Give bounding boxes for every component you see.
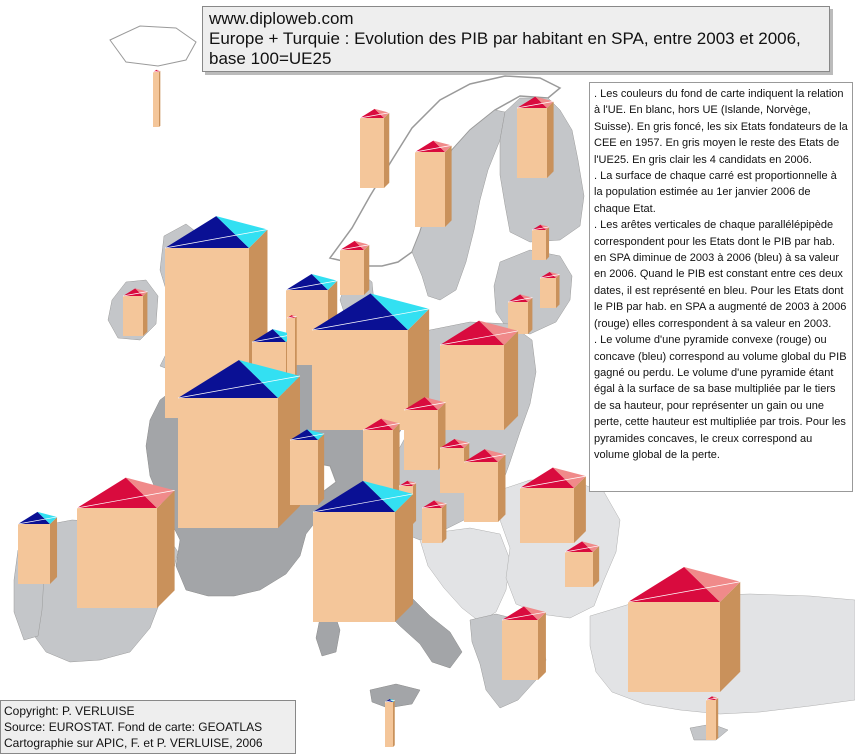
prism-side-estonie: [546, 227, 549, 260]
legend-paragraph-edges: . Les arêtes verticales de chaque parallélépipède correspondent pour les Etats dont le PIB par hab. en SPA diminue de 2003 à 2006 (bleu) à sa valeur en 2006. Quand le PIB est constant entre ces deux dates, il est représenté en bleu. Pour les Etats dont le PIB par hab. en SPA a augmenté de 2003 à 2006 (rouge) elles correspondent à sa valeur en 2003.: [594, 219, 847, 330]
title-box: [202, 6, 830, 72]
prism-front-croatie: [422, 508, 442, 543]
glyph-danemark: [340, 241, 369, 295]
prism-front-pologne: [440, 345, 504, 430]
glyph-croatie: [422, 500, 446, 543]
prism-side-hongrie: [498, 455, 505, 522]
prism-front-irlande: [123, 296, 143, 336]
credit-cartography: Cartographie sur APIC, F. et P. VERLUISE, 2006: [4, 736, 263, 750]
prism-front-malte: [385, 702, 393, 747]
prism-side-espagne: [157, 490, 175, 608]
prism-side-danemark: [364, 245, 369, 295]
legend-paragraph-colors: . Les couleurs du fond de carte indiquent la relation à l'UE. En blanc, hors UE (Islande, Norvège, Suisse). En gris foncé, les six Etats fondateurs de la CEE en 1957. En gris moyen le reste des Etats de l'UE25. En gris clair les 4 candidats en 2006.: [594, 88, 848, 166]
legend-paragraph-area: . La surface de chaque carré est proportionnelle à la population estimée au 1er janvier 2006 de chaque Etat.: [594, 170, 837, 215]
glyph-hongrie: [464, 449, 505, 522]
prism-front-hongrie: [464, 462, 498, 522]
prism-front-grece: [502, 620, 538, 680]
credit-source: Source: EUROSTAT. Fond de carte: GEOATLAS: [4, 720, 263, 734]
prism-front-chypre: [706, 700, 716, 740]
credit-copyright: Copyright: P. VERLUISE: [4, 704, 135, 718]
prism-front-norvege: [360, 118, 384, 188]
prism-front-islande: [153, 72, 159, 127]
prism-front-danemark: [340, 250, 364, 295]
glyph-irlande: [123, 288, 147, 336]
glyph-chypre: [706, 696, 718, 740]
prism-front-france: [178, 398, 278, 528]
prism-front-turquie: [628, 602, 720, 692]
prism-front-republique-tcheque: [404, 410, 438, 470]
prism-side-finlande: [547, 101, 554, 178]
map-subtitle: base 100=UE25: [209, 49, 332, 68]
prism-side-bulgarie: [593, 546, 599, 587]
prism-side-croatie: [442, 504, 446, 543]
prism-side-italie: [395, 494, 413, 622]
legend-paragraph-volume: . Le volume d'une pyramide convexe (rouge) ou concave (bleu) correspond au volume global du PIB gagné ou perdu. Le volume d'une pyramide étant égal à la surface de sa base multipliée par le tiers de sa hauteur, pour représenter un gain ou une perte, cette hauteur est multipliée par trois. Pour les pyramides concaves, le creux correspond au volume global de la perte.: [594, 334, 847, 461]
prism-side-norvege: [384, 113, 389, 188]
glyph-lituanie: [508, 294, 532, 334]
prism-front-roumanie: [520, 488, 574, 543]
map-title: Europe + Turquie : Evolution des PIB par habitant en SPA, entre 2003 et 2006,: [209, 29, 801, 48]
prism-side-chypre: [716, 698, 718, 740]
prism-side-suisse: [318, 434, 324, 505]
credits-box: [0, 700, 296, 754]
prism-front-suisse: [290, 440, 318, 505]
prism-side-malte: [393, 700, 395, 747]
glyph-suisse: [290, 429, 324, 505]
glyph-malte: [385, 699, 395, 747]
prism-side-slovenie: [413, 483, 416, 524]
prism-side-suede: [445, 145, 452, 227]
glyph-portugal: [18, 512, 57, 584]
prism-side-lettonie: [556, 274, 560, 308]
glyph-lettonie: [540, 272, 560, 308]
prism-front-italie: [313, 512, 395, 622]
legend-box: [589, 82, 853, 492]
glyph-finlande: [517, 97, 554, 178]
glyph-estonie: [532, 225, 549, 260]
prism-front-finlande: [517, 108, 547, 178]
prism-front-suede: [415, 152, 445, 227]
prism-front-allemagne: [312, 330, 408, 430]
prism-side-pologne: [504, 331, 518, 430]
prism-front-estonie: [532, 230, 546, 260]
prism-side-irlande: [143, 292, 147, 336]
prism-side-islande: [159, 71, 160, 127]
prism-side-grece: [538, 612, 546, 680]
glyph-republique-tcheque: [404, 397, 445, 470]
prism-front-espagne: [77, 508, 157, 608]
glyph-grece: [502, 606, 546, 680]
prism-front-bulgarie: [565, 552, 593, 587]
prism-side-autriche: [393, 423, 400, 500]
glyph-norvege: [360, 109, 389, 188]
site-url[interactable]: www.diploweb.com: [209, 9, 354, 28]
prism-side-lituanie: [528, 298, 532, 334]
prism-front-portugal: [18, 524, 50, 584]
prism-front-lettonie: [540, 278, 556, 308]
glyph-suede: [415, 141, 452, 227]
glyph-islande: [153, 70, 160, 127]
prism-side-portugal: [50, 517, 57, 584]
prism-front-slovaquie: [440, 448, 464, 493]
